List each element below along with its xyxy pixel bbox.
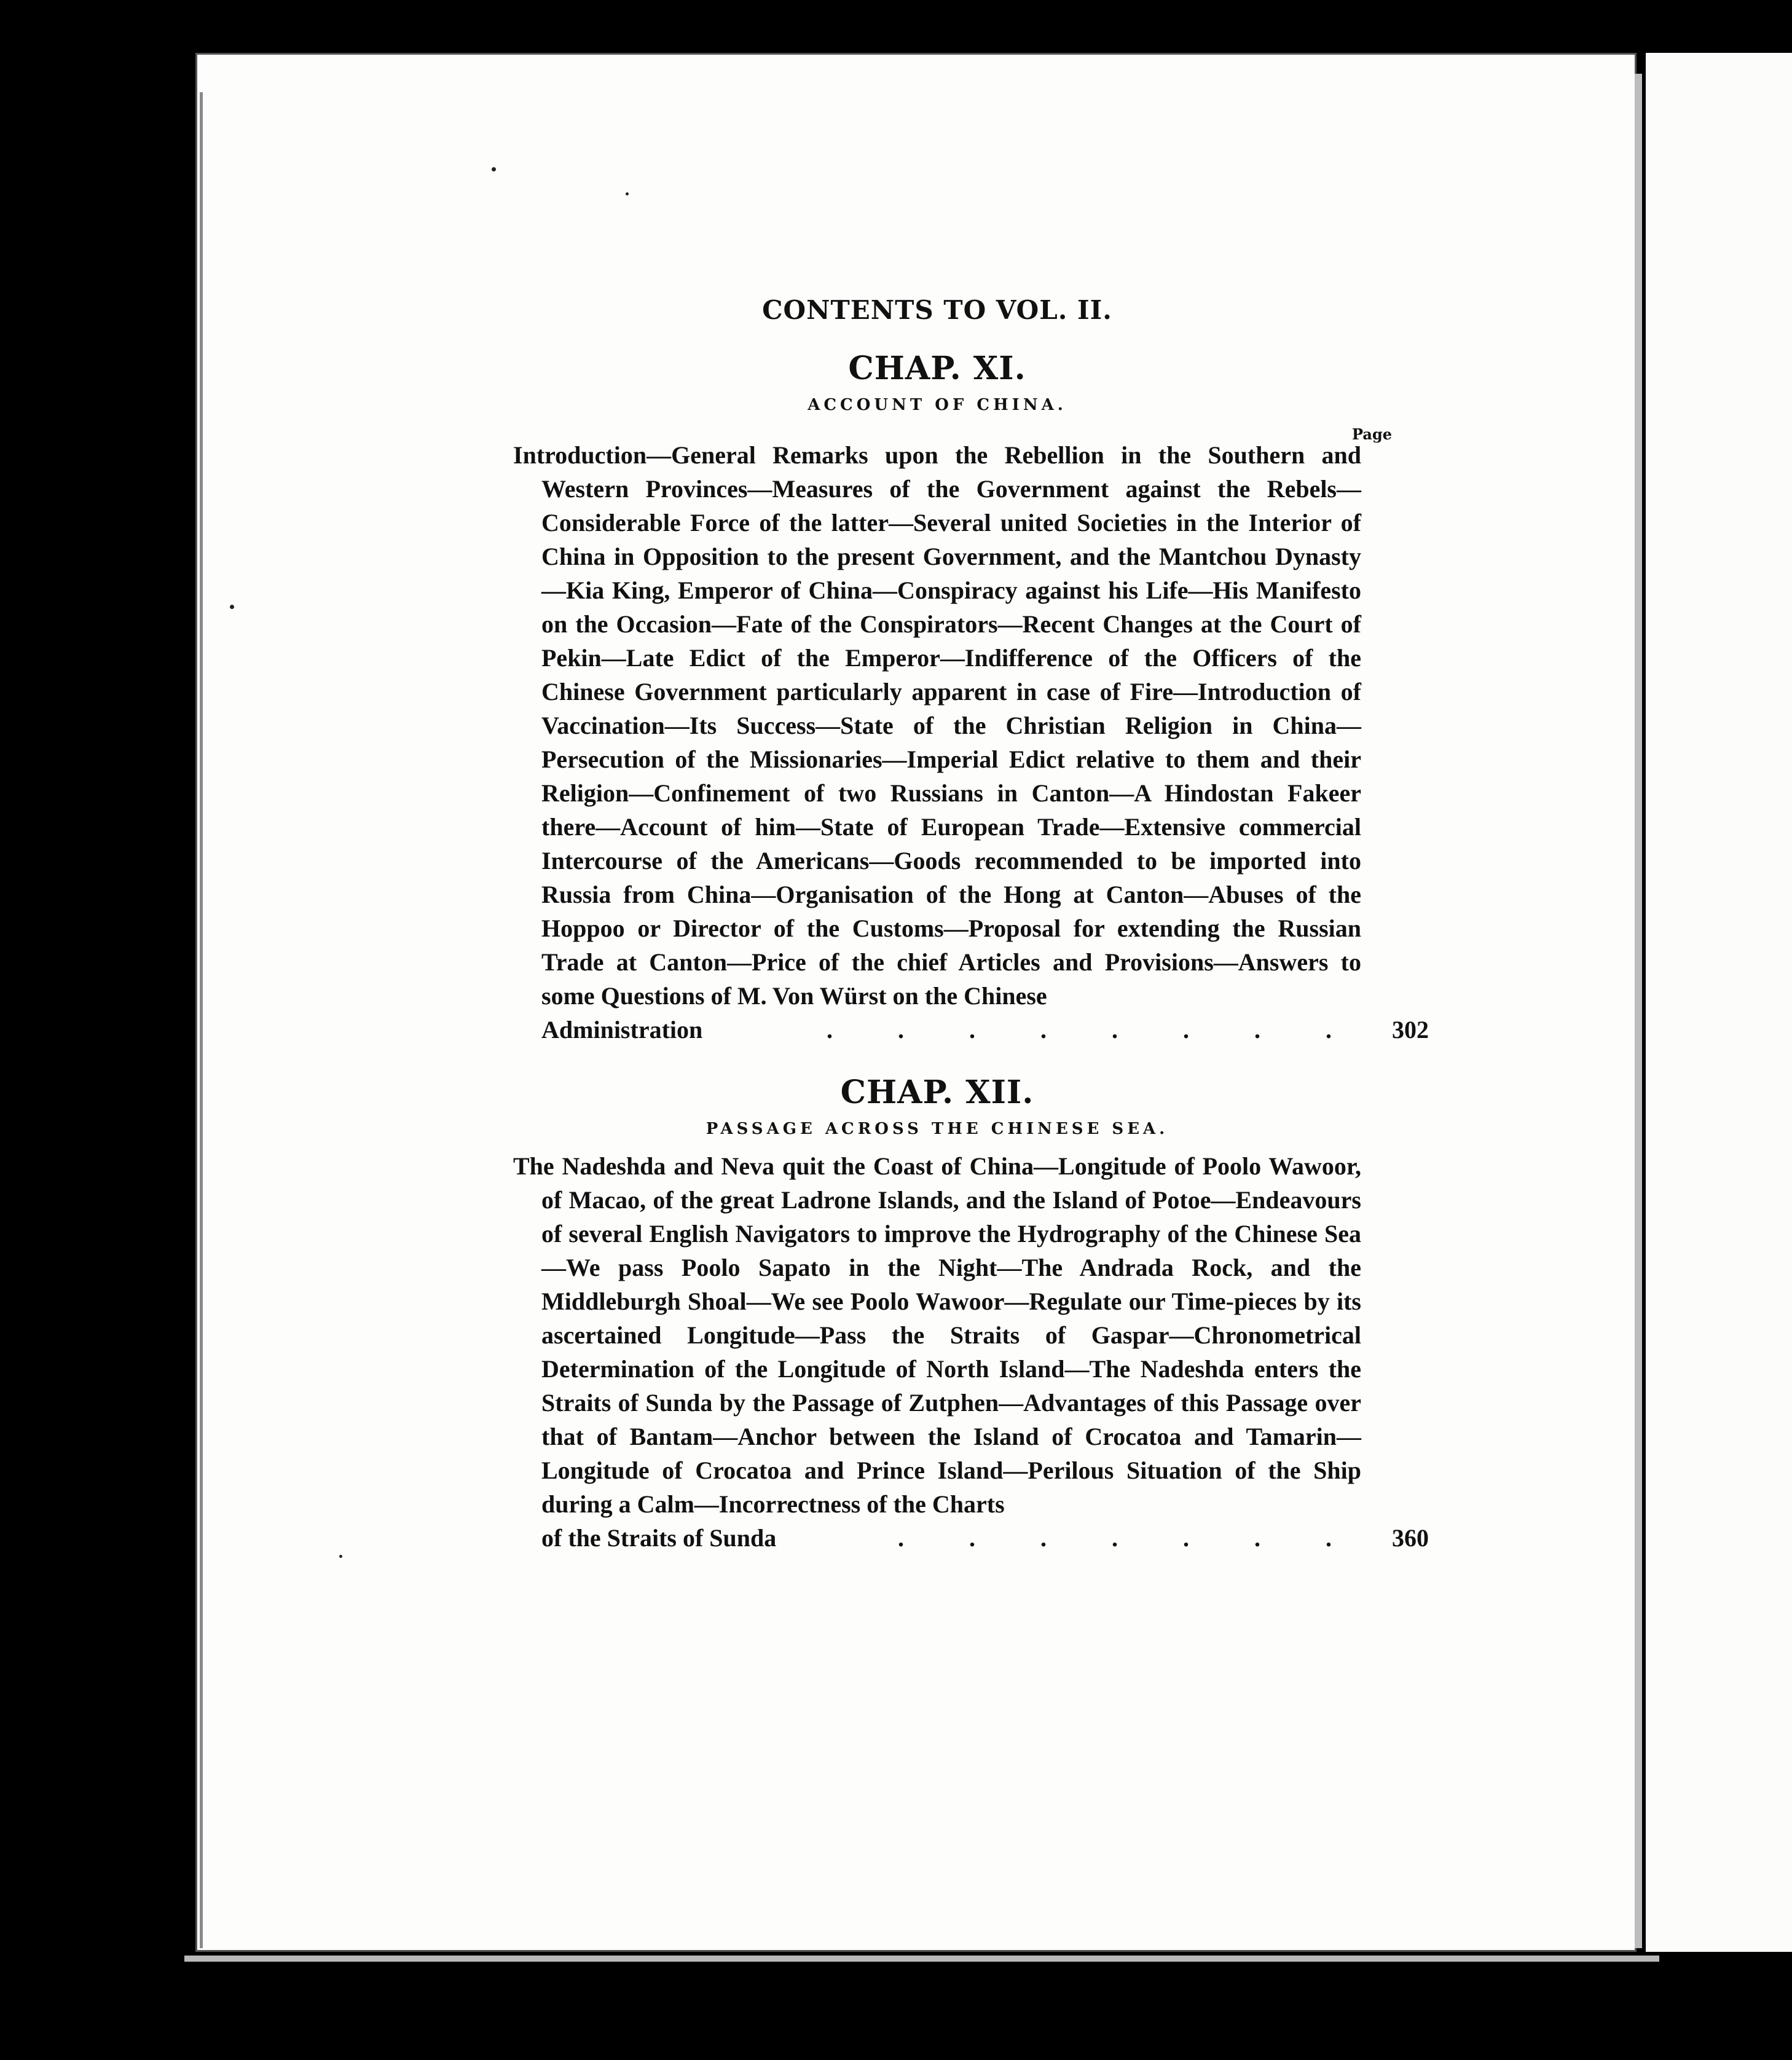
- page-column-label: Page: [1351, 425, 1392, 443]
- page-number: 360: [1392, 1524, 1429, 1552]
- page-bottom-edge: [184, 1956, 1659, 1962]
- chapter-synopsis: Introduction—General Remarks upon the Rebellion in the Southern and Western Provinces—Measures of the Government against the Rebels—Considerable Force of the latter—Several united Societies in the Interior of China in Opposition to the present Government, and the Mantchou Dynasty—Kia King, Emperor of China—Conspiracy against his Life—His Manifesto on the Occasion—Fate of the Conspirators—Recent Changes at the Court of Pekin—Late Edict of the Emperor—Indifference of the Officers of the Chinese Government particularly apparent in case of Fire—Introduction of Vaccination—Its Success—State of the Christian Religion in China—Persecution of the Missionaries—Imperial Edict relative to them and their Religion—Confinement of two Russians in Canton—A Hindostan Fakeer there—Account of him—State of European Trade—Extensive commercial Intercourse of the Americans—Goods recommended to be imported into Russia from China—Organisation of the Hong at Canton—Abuses of the Hoppoo or Director of the Customs—Proposal for extending the Russian Trade at Canton—Price of the chief Articles and Provisions—Answers to some Questions of M. Von Würst on the Chinese: [513, 441, 1361, 1010]
- synopsis-final-line: [513, 1013, 1429, 1047]
- contents-page: [513, 295, 1429, 1555]
- chapter-subtitle: PASSAGE ACROSS THE CHINESE SEA.: [705, 1120, 1169, 1138]
- chapter-title: CHAP. XII.: [840, 1074, 1034, 1111]
- chapter-subtitle: ACCOUNT OF CHINA.: [808, 396, 1067, 414]
- page-gutter: [1635, 74, 1642, 1948]
- synopsis-last-words: of the Straits of Sunda: [541, 1524, 777, 1552]
- dot-leaders: . . . . . . . .: [827, 1016, 1361, 1044]
- page-edge-shadow: [200, 92, 203, 1948]
- chapter-entry-xii: [513, 1074, 1429, 1555]
- synopsis-last-words: Administration: [541, 1016, 703, 1044]
- dot-leaders: . . . . . . .: [898, 1524, 1361, 1552]
- synopsis-final-line: [513, 1521, 1429, 1555]
- scan-speck: [230, 605, 234, 609]
- page-number: 302: [1392, 1016, 1429, 1044]
- facing-page-edge: [1646, 53, 1792, 1952]
- scan-speck: [626, 192, 629, 195]
- chapter-entry-xi: [513, 350, 1429, 1047]
- page-title: CONTENTS TO VOL. II.: [762, 295, 1112, 325]
- chapter-synopsis: The Nadeshda and Neva quit the Coast of China—Longitude of Poolo Wawoor, of Macao, of the great Ladrone Islands, and the Island of Potoe—Endeavours of several English Navigators to improve the Hydrography of the Chinese Sea—We pass Poolo Sapato in the Night—The Andrada Rock, and the Middleburgh Shoal—We see Poolo Wawoor—Regulate our Time-pieces by its ascertained Longitude—Pass the Straits of Gaspar—Chronometrical Determination of the Longitude of North Island—The Nadeshda enters the Straits of Sunda by the Passage of Zutphen—Advantages of this Passage over that of Bantam—Anchor between the Island of Crocatoa and Tamarin—Longitude of Crocatoa and Prince Island—Perilous Situation of the Ship during a Calm—Incorrectness of the Charts: [513, 1152, 1361, 1518]
- scan-speck: [492, 167, 496, 171]
- scan-speck: [339, 1555, 342, 1558]
- chapter-title: CHAP. XI.: [848, 350, 1026, 387]
